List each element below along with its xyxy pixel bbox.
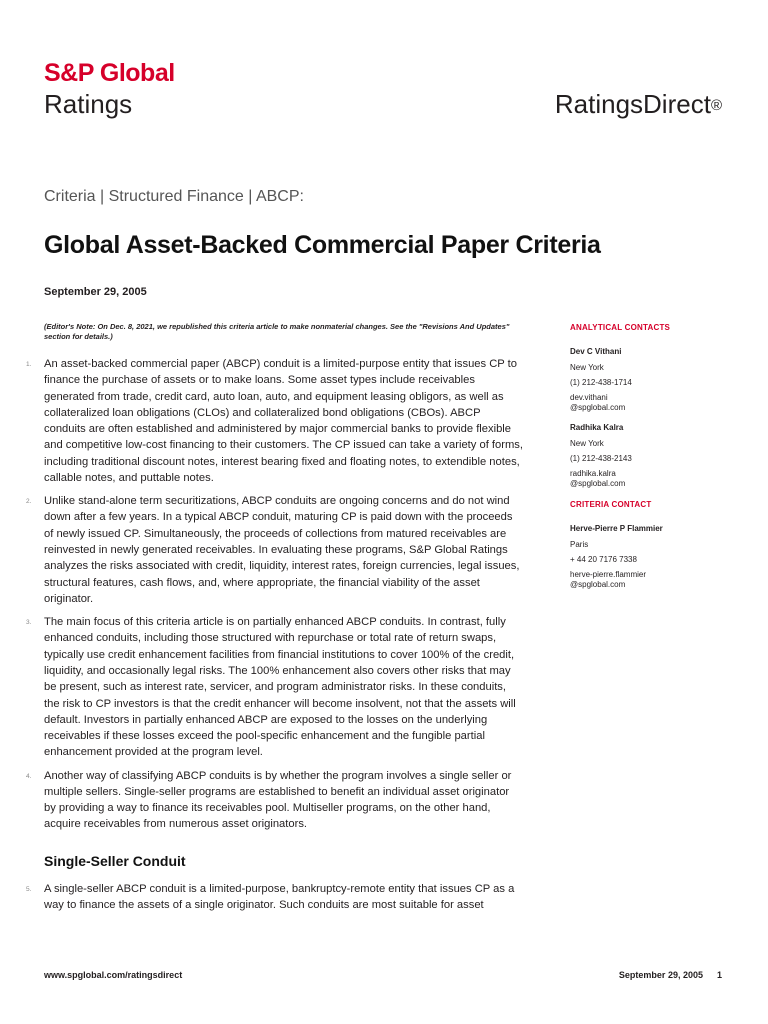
paragraph-text: Unlike stand-alone term securitizations, ABCP conduits are ongoing concerns and do not wind down after a few years. In a typical ABCP conduit, maturing CP is paid down with the proceeds of newly issued CP. Simultaneously, the proceeds of collections from matured receivables are reinvested in newly generated receivables. In evaluating these programs, S&P Global Ratings analyzes the risks associated with credit, liquidity, interest rates, foreign currencies, legal issues, structural features, cash flows, and, where appropriate, the financial viability of the asset originator. xyxy=(44,495,520,605)
paragraph-4 xyxy=(26,768,524,833)
paragraph-text: Another way of classifying ABCP conduits is by whether the program involves a single seller or multiple sellers. Single-seller programs are established to benefit an individual asset originator by providing a way to finance its receivables pool. Multiseller programs, on the other hand, acquire receivables from numerous asset originators. xyxy=(44,769,512,831)
paragraph-3 xyxy=(26,614,524,761)
registered-mark: ® xyxy=(710,97,722,114)
paragraph-text: A single-seller ABCP conduit is a limited-purpose, bankruptcy-remote entity that issues CP as a way to finance the assets of a single originator. Such conduits are most suitable for asset xyxy=(44,882,515,911)
product-name xyxy=(555,88,722,120)
contact-card xyxy=(570,423,740,489)
publication-date: September 29, 2005 xyxy=(44,286,147,298)
contact-phone: (1) 212-438-2143 xyxy=(570,454,632,463)
paragraph-text: The main focus of this criteria article is on partially enhanced ABCP conduits. In contrast, fully enhanced conduits, including those structured with repurchase or total rate of return swaps, typically use credit enhancement facilities from financial institutions to cover 100% of the credit, liquidity, and occasionally legal risks. The 100% enhancement also covers other risks that may be present, such as interest rate, servicer, and program administrator risks. In these conduits, the risk to CP investors is that the credit enhancer will become insolvent, not that the assets will default. Investors in partially enhanced ABCP are exposed to the losses on the underlying receivables if these losses exceed the pool-specific enhancement and the fungible partial enhancement provided at the program level. xyxy=(44,616,516,759)
criteria-contact-heading: CRITERIA CONTACT xyxy=(570,500,652,509)
email-domain: @spglobal.com xyxy=(570,403,626,412)
contact-phone: + 44 20 7176 7338 xyxy=(570,555,637,564)
analytical-contacts-heading: ANALYTICAL CONTACTS xyxy=(570,323,671,332)
paragraph-text: An asset-backed commercial paper (ABCP) conduit is a limited-purpose entity that issues CP to finance the purchase of assets or to make loans. Some asset types include receivables generated from trade, credit card, auto loan, auto, and equipment leasing obligors, as well as collateralized loan obligations (CLOs) and collateralized bond obligations (CBOs). ABCP conduits are often established and administered by major commercial banks to provide flexible and competitive low-cost financing to their customers. The CP issued can take a variety of forms, including traditional discount notes, interest bearing fixed and floating notes, to extendible notes, callable notes, and puttable notes. xyxy=(44,358,524,485)
email-domain: @spglobal.com xyxy=(570,479,626,488)
contacts-sidebar xyxy=(570,322,740,600)
paragraph-number: 2. xyxy=(26,498,32,506)
paragraph-1 xyxy=(26,356,524,486)
contact-email[interactable] xyxy=(570,570,740,590)
contact-phone: (1) 212-438-1714 xyxy=(570,378,632,387)
contact-city: New York xyxy=(570,363,604,372)
paragraph-5 xyxy=(26,881,524,914)
contact-city: Paris xyxy=(570,540,589,549)
brand-logo: S&P Global xyxy=(44,59,175,87)
contact-name: Herve-Pierre P Flammier xyxy=(570,524,663,533)
paragraph-2 xyxy=(26,493,524,607)
paragraph-number: 3. xyxy=(26,619,32,627)
section-heading: Single-Seller Conduit xyxy=(44,852,186,869)
footer-url[interactable]: www.spglobal.com/ratingsdirect xyxy=(44,970,183,980)
article-body xyxy=(26,356,524,920)
contact-city: New York xyxy=(570,439,604,448)
breadcrumb: Criteria | Structured Finance | ABCP: xyxy=(44,188,304,205)
contact-email[interactable] xyxy=(570,469,740,489)
page-title: Global Asset-Backed Commercial Paper Criteria xyxy=(44,231,601,259)
paragraph-number: 4. xyxy=(26,772,32,780)
page-number: 1 xyxy=(716,970,722,980)
footer-meta xyxy=(619,968,722,982)
contact-name: Radhika Kalra xyxy=(570,423,624,432)
email-domain: @spglobal.com xyxy=(570,580,626,589)
contact-email[interactable] xyxy=(570,393,740,413)
footer-date: September 29, 2005 xyxy=(618,970,703,980)
email-local: herve-pierre.flammier xyxy=(570,570,647,579)
email-local: dev.vithani xyxy=(570,393,608,402)
brand-sub: Ratings xyxy=(44,89,133,119)
contact-name: Dev C Vithani xyxy=(570,347,622,356)
paragraph-number: 1. xyxy=(26,361,32,368)
editors-note: (Editor's Note: On Dec. 8, 2021, we republished this criteria article to make nonmaterial changes. See the "Revisions And Updates" section for details.) xyxy=(44,322,510,341)
contact-card xyxy=(570,347,740,413)
contact-card xyxy=(570,524,740,590)
product-label: RatingsDirect xyxy=(554,89,711,119)
email-local: radhika.kalra xyxy=(570,469,616,478)
paragraph-number: 5. xyxy=(26,885,32,893)
